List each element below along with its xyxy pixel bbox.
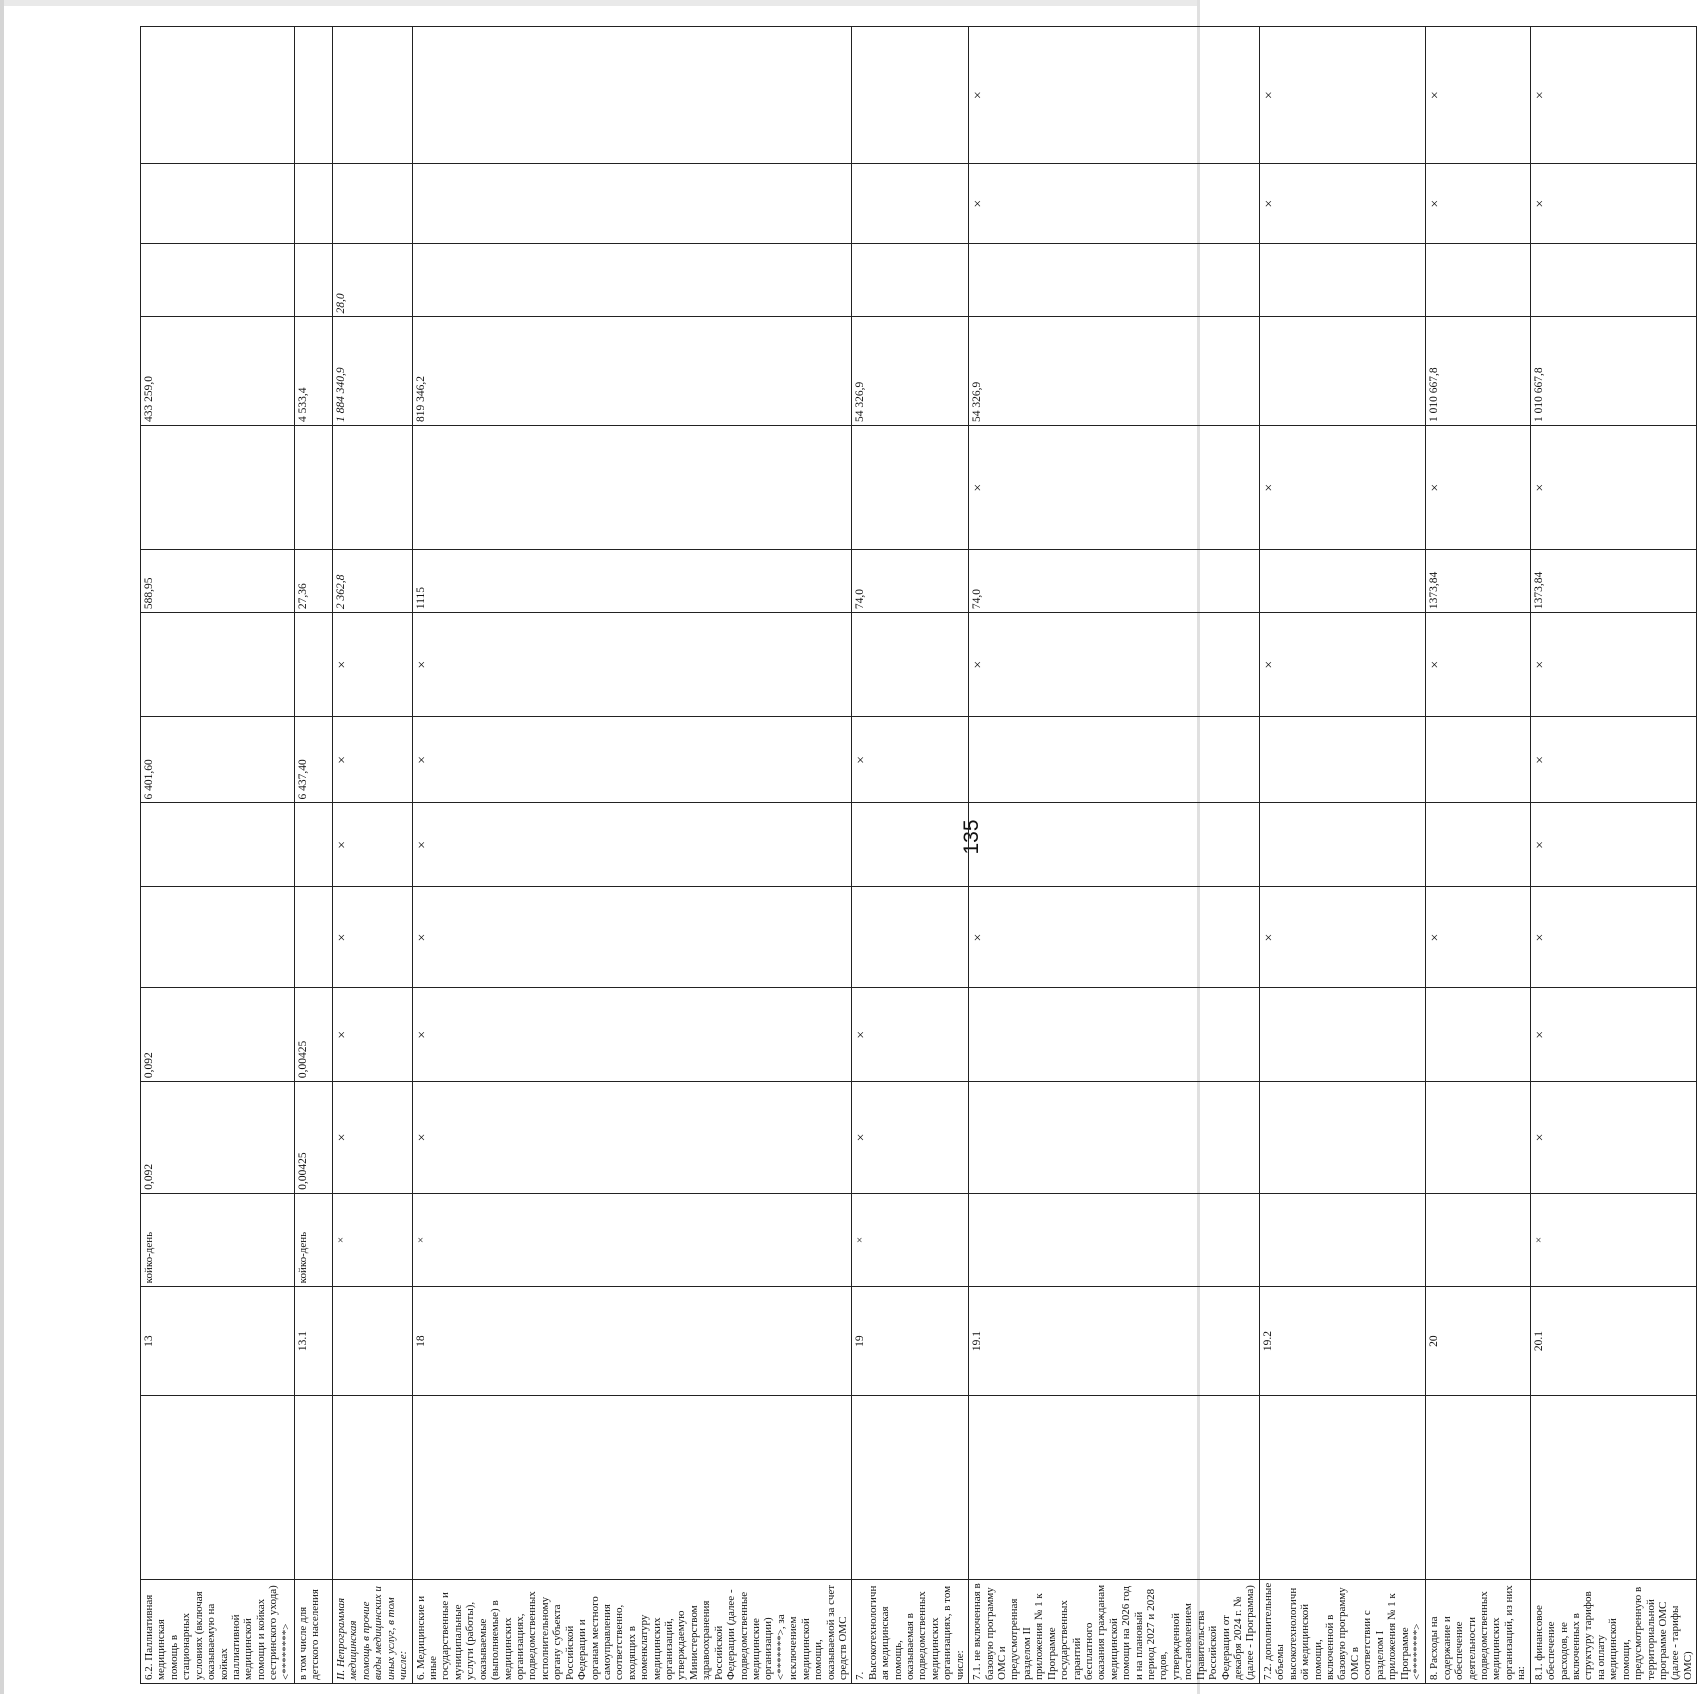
value-cell (1259, 988, 1425, 1082)
row-name: 7. Высокотехнологичная медицинская помощь, оказываемая в подведомственных медицинских организациях, в том числе: (852, 1579, 969, 1683)
value-cell: × (412, 613, 852, 717)
value-cell: × (333, 1082, 413, 1194)
unit-cell: × (852, 1193, 969, 1287)
page-number: 135 (960, 819, 983, 855)
row-number: 19.1 (969, 1287, 1260, 1395)
value-cell: × (333, 887, 413, 988)
value-cell (969, 1082, 1260, 1194)
value-cell (852, 244, 969, 317)
value-cell: × (1426, 164, 1530, 244)
value-cell (141, 613, 295, 717)
unit-cell: койко-день (141, 1193, 295, 1287)
table-row (141, 27, 295, 1684)
value-cell: 1115 (412, 550, 852, 613)
row-number: 18 (412, 1287, 852, 1395)
value-cell: × (1530, 717, 1696, 803)
value-cell: 74,0 (969, 550, 1260, 613)
row-name: 7.2. дополнительные объемы высокотехнологичной медицинской помощи, включенной в базовую программу ОМС в соответствии с разделом I приложения № 1 к Программе <********> (1259, 1579, 1425, 1683)
spacer-cell (1259, 1395, 1425, 1579)
value-cell: × (1259, 425, 1425, 549)
value-cell (141, 164, 295, 244)
row-name: 7.1. не включенная в базовую программу ОМС и предусмотренная разделом II приложения № 1 к Программе государственных гарантий бесплатного оказания гражданам медицинской помощи на 2026 год и на плановый период 2027 и 2028 годов, утвержденной постановлением Правительства Российской Федерации от декабря 2024 г. № (далее - Программа) (969, 1579, 1260, 1683)
scan-edge-left (0, 0, 4, 1694)
value-cell (333, 164, 413, 244)
value-cell: 0,00425 (295, 1082, 333, 1194)
value-cell (852, 887, 969, 988)
row-name: 6. Медицинские и иные государственные и муниципальные услуги (работы), оказываемые (выполняемые) в медицинских организациях, подведомственных исполнительному органу субъекта Российской Федерации и органам местного самоуправления соответственно, входящих в номенклатуру медицинских организаций, утверждаемую Министерством здравоохранения Российской Федерации (далее - подведомственные медицинские организации) <*******>, за исключением медицинской помощи, оказываемой за счет средств ОМС (412, 1579, 852, 1683)
spacer-cell (852, 1395, 969, 1579)
value-cell: 6 437,40 (295, 717, 333, 803)
value-cell (969, 717, 1260, 803)
unit-cell: койко-день (295, 1193, 333, 1287)
value-cell (141, 887, 295, 988)
value-cell: × (1530, 887, 1696, 988)
row-number: 20 (1426, 1287, 1530, 1395)
value-cell: 6 401,60 (141, 717, 295, 803)
value-cell (295, 613, 333, 717)
data-table (140, 26, 1697, 1684)
value-cell: 1 010 667,8 (1530, 317, 1696, 425)
value-cell (295, 803, 333, 887)
row-name: 8. Расходы на содержание и обеспечение деятельности подведомственных медицинских организаций, из них на: (1426, 1579, 1530, 1683)
value-cell (412, 164, 852, 244)
value-cell: 54 326,9 (969, 317, 1260, 425)
row-number: 13 (141, 1287, 295, 1395)
value-cell: × (1426, 887, 1530, 988)
row-name: 8.1. финансовое обеспечение расходов, не включенных в структуру тарифов на оплату медицинской помощи, предусмотренную в территориальной программе ОМС (далее - тарифы ОМС) (1530, 1579, 1696, 1683)
table-row (333, 27, 413, 1684)
value-cell (141, 244, 295, 317)
value-cell: 0,00425 (295, 988, 333, 1082)
value-cell (295, 244, 333, 317)
unit-cell (969, 1193, 1260, 1287)
value-cell: 588,95 (141, 550, 295, 613)
value-cell: 27,36 (295, 550, 333, 613)
spacer-cell (295, 1395, 333, 1579)
value-cell: × (852, 988, 969, 1082)
value-cell: × (1530, 27, 1696, 164)
value-cell (1259, 1082, 1425, 1194)
value-cell: × (969, 425, 1260, 549)
value-cell: × (1426, 27, 1530, 164)
unit-cell (1259, 1193, 1425, 1287)
spacer-cell (1530, 1395, 1696, 1579)
value-cell: × (969, 164, 1260, 244)
spacer-cell (333, 1395, 413, 1579)
value-cell (1426, 717, 1530, 803)
value-cell: × (412, 803, 852, 887)
value-cell: 54 326,9 (852, 317, 969, 425)
value-cell: 2 362,8 (333, 550, 413, 613)
value-cell (333, 425, 413, 549)
unit-cell: × (333, 1193, 413, 1287)
row-name: в том числе для детского населения (295, 1579, 333, 1683)
table-row (852, 27, 969, 1684)
value-cell: × (333, 717, 413, 803)
value-cell (295, 27, 333, 164)
table-row (1530, 27, 1696, 1684)
value-cell (412, 425, 852, 549)
value-cell (852, 164, 969, 244)
value-cell (1259, 317, 1425, 425)
value-cell (1426, 803, 1530, 887)
spacer-cell (1426, 1395, 1530, 1579)
value-cell (1259, 803, 1425, 887)
value-cell (852, 27, 969, 164)
value-cell: × (1530, 613, 1696, 717)
table-body (141, 27, 1697, 1684)
value-cell: × (412, 887, 852, 988)
value-cell (852, 425, 969, 549)
value-cell: × (969, 887, 1260, 988)
unit-cell (1426, 1193, 1530, 1287)
value-cell (1426, 1082, 1530, 1194)
value-cell: × (1530, 803, 1696, 887)
value-cell: 74,0 (852, 550, 969, 613)
value-cell (969, 803, 1260, 887)
value-cell: × (1530, 988, 1696, 1082)
rotated-table-container (140, 26, 1694, 1684)
value-cell (295, 887, 333, 988)
value-cell (852, 613, 969, 717)
value-cell: × (412, 1082, 852, 1194)
value-cell (141, 27, 295, 164)
value-cell (1426, 988, 1530, 1082)
value-cell: × (852, 717, 969, 803)
value-cell: 1 884 340,9 (333, 317, 413, 425)
value-cell: 0,092 (141, 988, 295, 1082)
value-cell: × (412, 717, 852, 803)
table-row (295, 27, 333, 1684)
value-cell: × (412, 988, 852, 1082)
value-cell: 4 533,4 (295, 317, 333, 425)
value-cell (1530, 244, 1696, 317)
row-number: 20.1 (1530, 1287, 1696, 1395)
value-cell: × (969, 613, 1260, 717)
spacer-cell (969, 1395, 1260, 1579)
value-cell (295, 425, 333, 549)
spacer-cell (412, 1395, 852, 1579)
row-number: 13.1 (295, 1287, 333, 1395)
spacer-cell (141, 1395, 295, 1579)
table-row (969, 27, 1260, 1684)
row-number (333, 1287, 413, 1395)
value-cell (412, 244, 852, 317)
value-cell: 28,0 (333, 244, 413, 317)
value-cell: × (1426, 613, 1530, 717)
value-cell: × (333, 613, 413, 717)
table-row (412, 27, 852, 1684)
unit-cell: × (412, 1193, 852, 1287)
value-cell: × (1259, 164, 1425, 244)
value-cell: × (1259, 887, 1425, 988)
table-row (1259, 27, 1425, 1684)
row-name: II. Непрограммая медицинская помощь в прочие виды медицинских и иных услуг, в том числе: (333, 1579, 413, 1683)
value-cell (1259, 550, 1425, 613)
value-cell (412, 27, 852, 164)
value-cell: × (1259, 27, 1425, 164)
value-cell (141, 425, 295, 549)
value-cell: × (1530, 164, 1696, 244)
value-cell: 433 259,0 (141, 317, 295, 425)
table-row (1426, 27, 1530, 1684)
scan-edge-top (0, 0, 1200, 6)
row-number: 19.2 (1259, 1287, 1425, 1395)
value-cell: × (1530, 425, 1696, 549)
row-name: 6.2. Паллиативная медицинская помощь в стационарных условиях (включая оказываемую на койках паллиативной медицинской помощи и койках сестринского ухода) <********> (141, 1579, 295, 1683)
value-cell: × (333, 803, 413, 887)
value-cell (295, 164, 333, 244)
value-cell: × (852, 1082, 969, 1194)
value-cell: 1373,84 (1426, 550, 1530, 613)
value-cell: 1 010 667,8 (1426, 317, 1530, 425)
value-cell (1259, 244, 1425, 317)
value-cell (333, 27, 413, 164)
value-cell (969, 244, 1260, 317)
value-cell: × (1259, 613, 1425, 717)
value-cell: 819 346,2 (412, 317, 852, 425)
value-cell: × (969, 27, 1260, 164)
value-cell: × (333, 988, 413, 1082)
unit-cell: × (1530, 1193, 1696, 1287)
value-cell: × (1530, 1082, 1696, 1194)
value-cell (1426, 244, 1530, 317)
value-cell (141, 803, 295, 887)
row-number: 19 (852, 1287, 969, 1395)
value-cell (1259, 717, 1425, 803)
value-cell (852, 803, 969, 887)
value-cell: 1373,84 (1530, 550, 1696, 613)
value-cell: 0,092 (141, 1082, 295, 1194)
value-cell (969, 988, 1260, 1082)
value-cell: × (1426, 425, 1530, 549)
